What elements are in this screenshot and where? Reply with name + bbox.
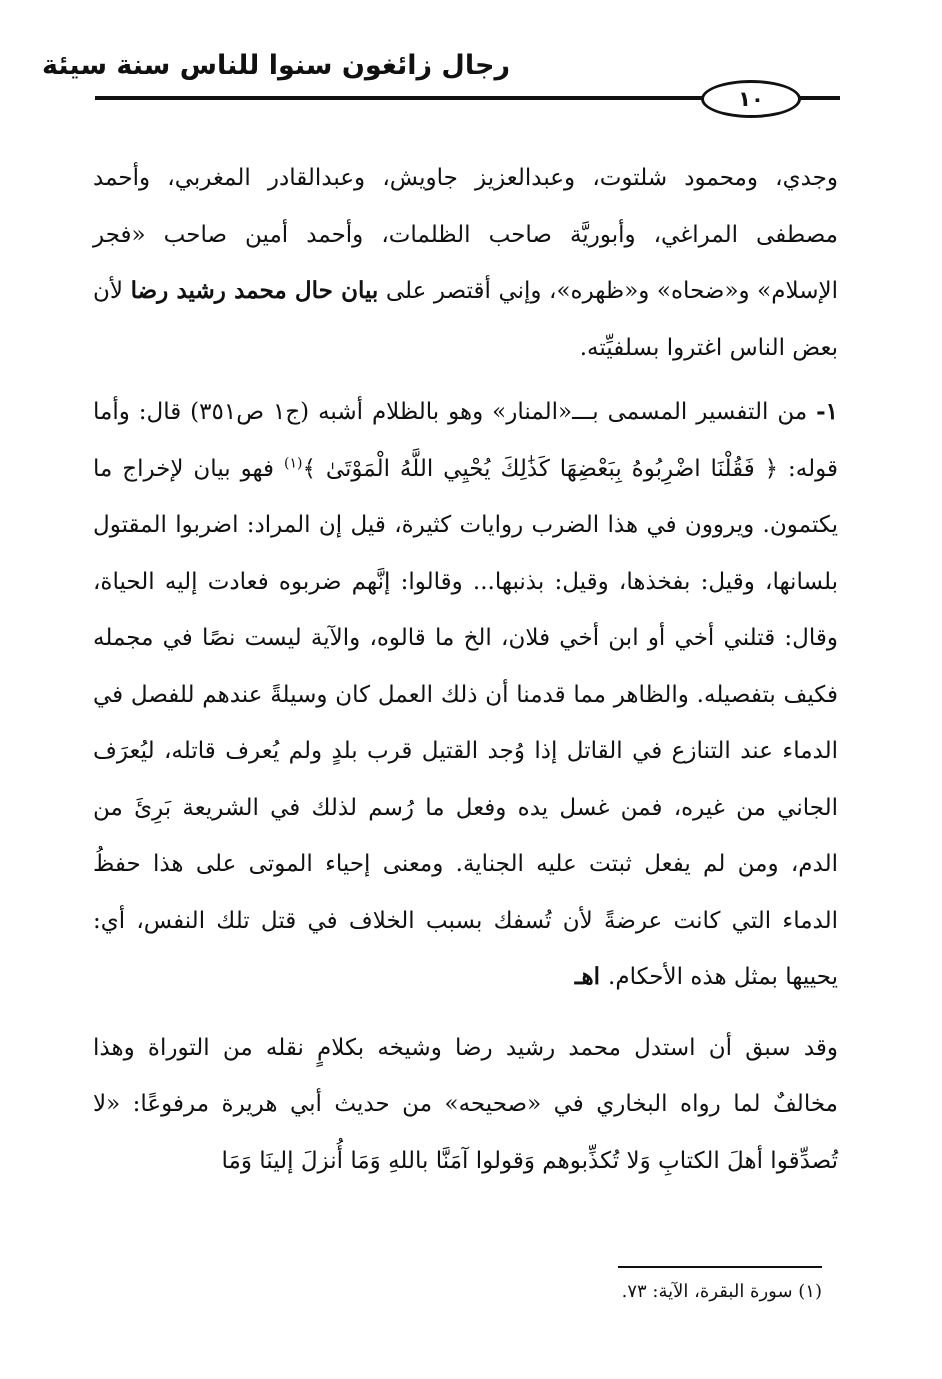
item-text: من التفسير المسمى بـــ«المنار» وهو بالظلام أشبه (ج١ ص٣٥١) قال: وأما قوله: ﴿ فَقُلْنَا اضْرِبُوهُ بِبَعْضِهَا كَذَٰلِكَ يُحْيِي اللَّهُ الْمَوْتَىٰ ﴾ [93, 399, 839, 482]
footnote: (١) سورة البقرة، الآية: ٧٣. [621, 1281, 822, 1302]
running-title: رجال زائغون سنوا للناس سنة سيئة [42, 50, 510, 81]
quote-end-mark: اهـ [574, 963, 609, 990]
footnote-separator [618, 1266, 822, 1268]
paragraph-intro [93, 150, 838, 376]
footnote-reference: (١) [283, 454, 303, 471]
intro-bold-text: بيان حال محمد رشيد رضا [130, 277, 379, 304]
item-continuation: فهو بيان لإخراج ما يكتمون. ويروون في هذا الضرب روايات كثيرة، قيل إن المراد: اضربوا المقتول بلسانها، وقيل: بفخذها، وقيل: بذنبها... وقالوا: إنَّهم ضربوه فعادت إليه الحياة، وقال: قتلني أخي أو ابن أخي فلان، الخ ما قالوه، والآية ليست نصًا في مجمله فكيف بتفصيله. والظاهر مما قدمنا أن ذلك العمل كان وسيلةً عندهم للفصل في الدماء عند التنازع في القاتل إذا وُجد القتيل قرب بلدٍ ولم يُعرف قاتله، ليُعرَف الجاني من غيره، فمن غسل يده وفعل ما رُسم لذلك في الشريعة بَرِئَ من الدم، ومن لم يفعل ثبتت عليه الجناية. ومعنى إحياء الموتى على هذا حفظُ الدماء التي كانت عرضةً لأن تُسفك بسبب الخلاف في قتل تلك النفس، أي: يحييها بمثل هذه الأحكام. [93, 455, 838, 990]
intro-text: وجدي، ومحمود شلتوت، وعبدالعزيز جاويش، وعبدالقادر المغربي، وأحمد مصطفى المراغي، وأبوريَّة صاحب الظلمات، وأحمد أمين صاحب «فجر الإسلام» و«ضحاه» و«ظهره»، وإني أقتصر على [93, 165, 838, 304]
item-number: ١- [816, 398, 839, 425]
paragraph-closing: وقد سبق أن استدل محمد رشيد رضا وشيخه بكلامٍ نقله من التوراة وهذا مخالفٌ لما رواه البخاري في «صحيحه» من حديث أبي هريرة مرفوعًا: «لا تُصدِّقوا أهلَ الكتابِ وَلا تُكذِّبوهم وَقولوا آمَنَّا باللهِ وَمَا أُنزلَ إلينَا وَمَا [93, 1034, 838, 1174]
header-rule [95, 96, 705, 100]
header-rule-right [800, 96, 840, 100]
list-item-1 [93, 384, 838, 1006]
intro-tail-text: لأن بعض الناس اغتروا بسلفيِّته. [93, 278, 838, 361]
page-header [42, 48, 840, 128]
page-number: ١٠ [738, 87, 764, 111]
page-number-badge [701, 80, 801, 118]
main-text [93, 150, 838, 1189]
